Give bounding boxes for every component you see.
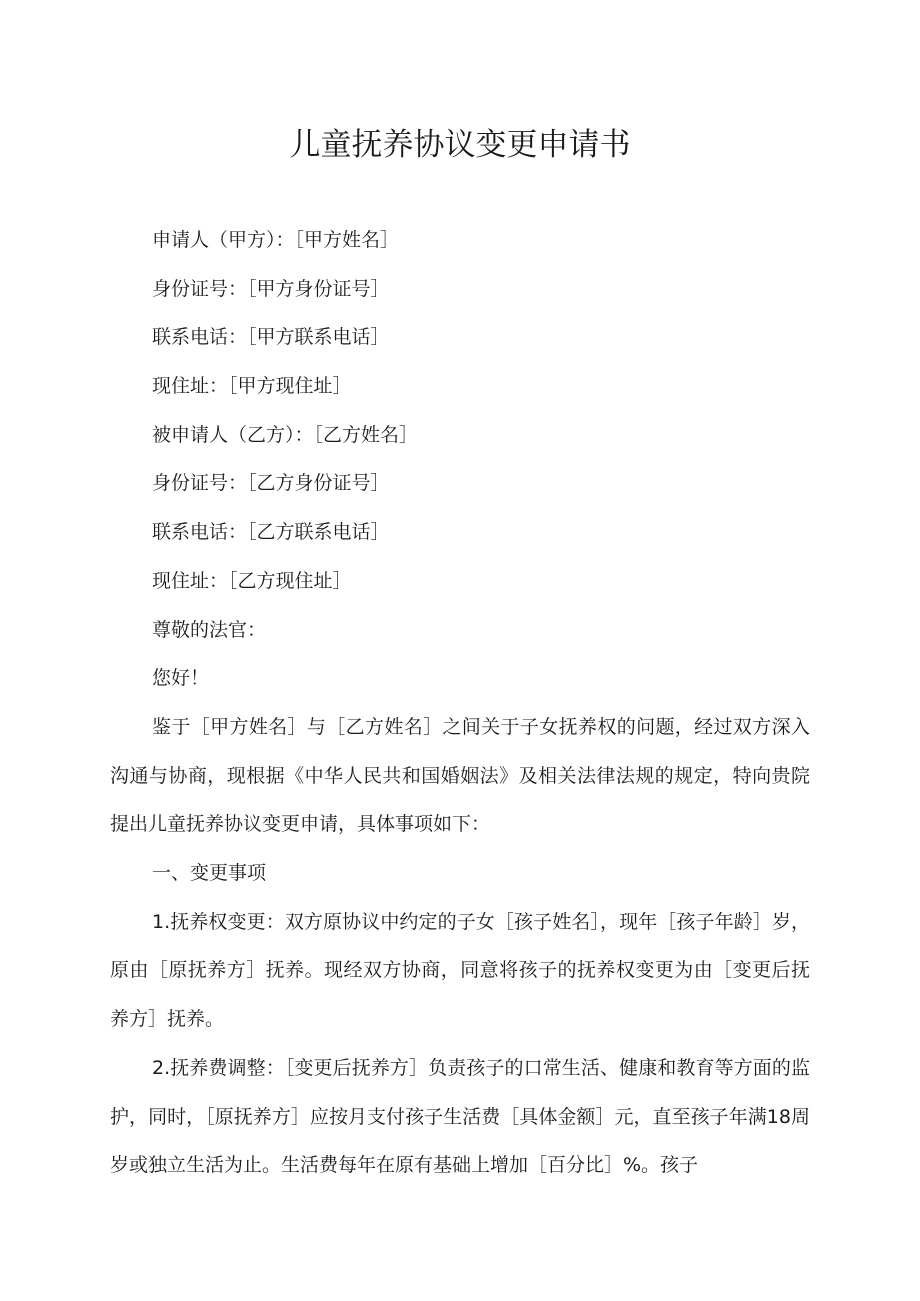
respondent-name-line: 被申请人（乙方）：［乙方姓名］ — [152, 423, 419, 446]
respondent-address-line: 现住址：［乙方现住址］ — [152, 569, 352, 592]
respondent-phone-line: 联系电话：［乙方联系电话］ — [152, 521, 390, 544]
document-title: 儿童抚养协议变更申请书 — [289, 127, 631, 163]
applicant-id-line: 身份证号：［甲方身份证号］ — [152, 277, 390, 300]
document-body — [110, 216, 810, 1190]
applicant-name-line: 申请人（甲方）：［甲方姓名］ — [152, 229, 400, 251]
applicant-phone-line: 联系电话：［甲方联系电话］ — [152, 326, 390, 349]
intro-paragraph: 鉴于［甲方姓名］与［乙方姓名］之间关于子女抚养权的问题，经过双方深入沟通与协商，现根据《中华人民共和国婚姻法》及相关法律法规的规定，特向贵院提出儿童抚养协议变更申请，具体事项如下： — [110, 715, 810, 836]
item-custody-change: 1.抚养权变更：双方原协议中约定的子女［孩子姓名］，现年［孩子年龄］岁，原由［原抚养方］抚养。现经双方协商，同意将孩子的抚养权变更为由［变更后抚养方］抚养。 — [110, 910, 810, 1031]
item-support-adjustment: 2.抚养费调整：［变更后抚养方］负责孩子的口常生活、健康和教育等方面的监护，同时，［原抚养方］应按月支付孩子生活费［具体金额］元，直至孩子年满18周岁或独立生活为止。生活费每年在原有基础上增加［百分比］%。孩子 — [110, 1056, 810, 1177]
salutation: 尊敬的法官： — [152, 618, 267, 641]
applicant-address-line: 现住址：［甲方现住址］ — [152, 375, 352, 398]
respondent-id-line: 身份证号：［乙方身份证号］ — [152, 472, 390, 495]
section-heading: 一、变更事项 — [152, 861, 267, 884]
greeting: 您好！ — [152, 667, 210, 690]
